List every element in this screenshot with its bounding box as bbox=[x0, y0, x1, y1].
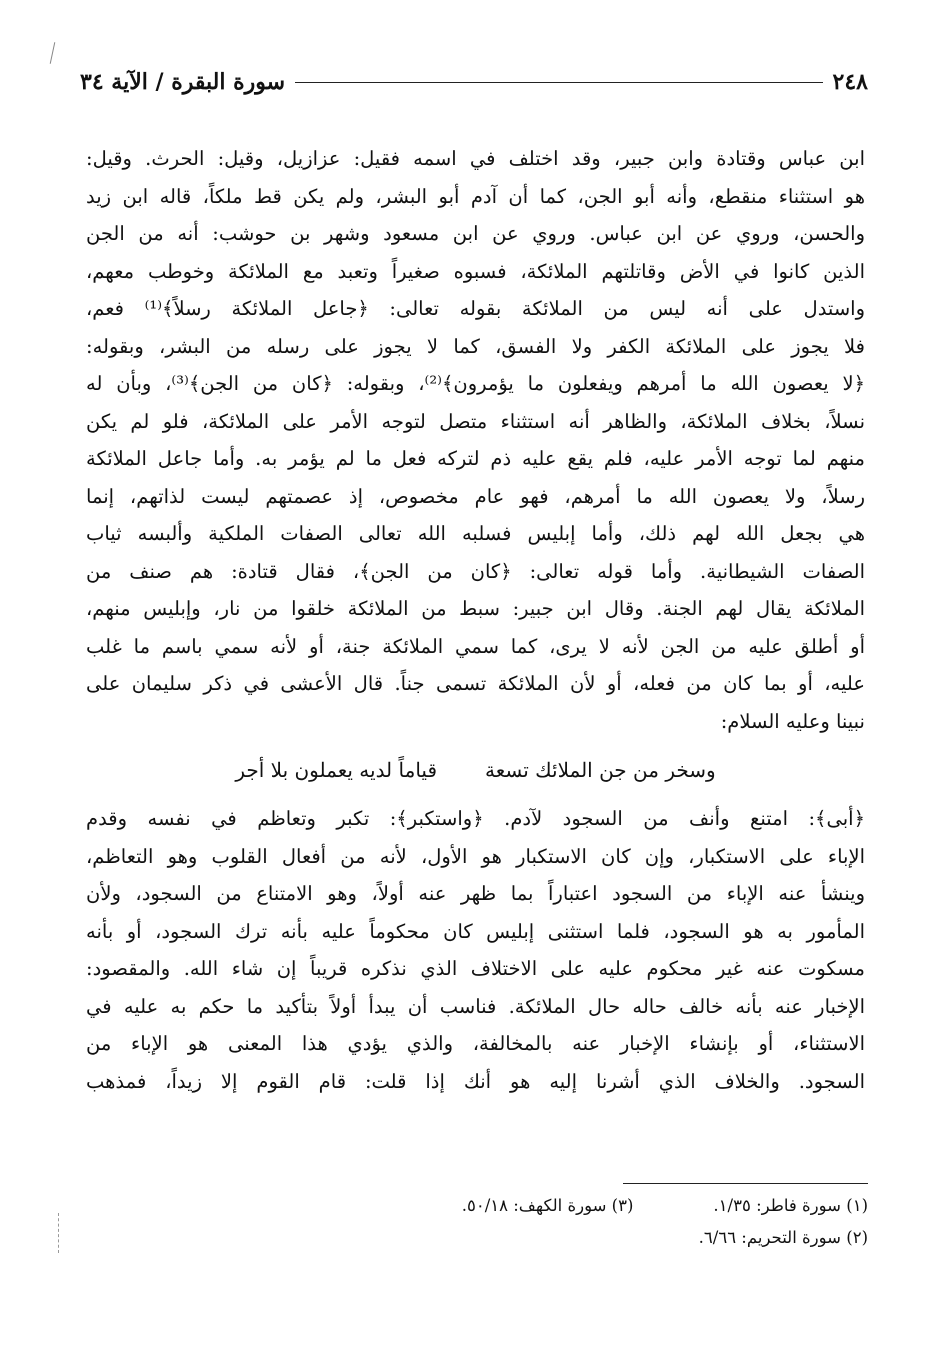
footnote-1: (١) سورة فاطر: ١/٣٥. bbox=[713, 1196, 868, 1215]
running-title: سورة البقرة / الآية ٣٤ bbox=[80, 69, 286, 95]
text-line: عليه، أو بما كان من فعله، أو لأن الملائكة تسمى جناً. قال الأعشى في ذكر سليمان على bbox=[86, 672, 865, 695]
text-line: أو أطلق عليه من الجن لأنه لا يرى، كما سمي الملائكة جنة، أو لأنه سمي باسم ما غلب bbox=[86, 634, 865, 658]
text-line: رسلاً، ولا يعصون الله ما أمرهم، فهو عام مخصوص، إذ عصمتهم ليست لذاتهم، إنما bbox=[86, 484, 865, 508]
text-line: الذين كانوا في الأض وقاتلتهم الملائكة، فسبوه صغيراً وتعبد مع الملائكة وخوطب معهم، bbox=[86, 259, 865, 283]
text-line: الإخبار عنه بأنه خالف حاله حال الملائكة. فناسب أن يبدأ أولاً بتأكيد ما حكم به عليه في bbox=[86, 994, 865, 1018]
text-line: واستدل على أنه ليس من الملائكة بقوله تعالى: ﴿جاعل الملائكة رسلاً﴾⁽¹⁾ فعم، bbox=[86, 297, 865, 320]
verse-first-hemistich: وسخر من جن الملائك تسعة bbox=[485, 758, 716, 782]
text-line: مسكوت عنه غير محكوم عليه على الاختلاف الذي نذكره قريباً إن شاء الله. والمقصود: bbox=[86, 957, 865, 980]
text-line: المأمور به هو السجود، فلما استثنى إبليس كان محكوماً عليه بأنه ترك السجود، أو بأنه bbox=[86, 919, 865, 943]
margin-scan-mark bbox=[58, 1213, 60, 1253]
footnote-3: (٣) سورة الكهف: ٥٠/١٨. bbox=[461, 1196, 634, 1215]
text-line: الإباء على الاستكبار، وإن كان الاستكبار هو الأول، لأنه من أفعال القلوب وهو التعاظم، bbox=[86, 844, 865, 868]
footnote-row bbox=[168, 1190, 868, 1222]
main-text bbox=[86, 140, 865, 1100]
header-rule bbox=[295, 82, 822, 83]
text-line: ابن عباس وقتادة وابن جبير، وقد اختلف في اسمه فقيل: عزازيل، وقيل: الحرث. وقيل: bbox=[86, 147, 865, 170]
text-line: والحسن، وروي عن ابن عباس. وروي عن ابن مسعود وشهر بن حوشب: أنه من الجن bbox=[86, 222, 865, 245]
text-line: ﴿لا يعصون الله ما أمرهم ويفعلون ما يؤمرون﴾⁽²⁾، وبقوله: ﴿كان من الجن﴾⁽³⁾، وبأن له bbox=[86, 372, 866, 395]
footnotes bbox=[168, 1190, 868, 1254]
text-line: هو استثناء منقطع، وأنه أبو الجن، كما أن آدم أبو البشر، ولم يكن قط ملكاً، قاله ابن زيد bbox=[86, 184, 865, 208]
poetry-verse bbox=[86, 740, 865, 800]
footnote-row bbox=[168, 1222, 868, 1254]
text-line: الاستثناء، أو بإنشاء الإخبار عنه بالمخالفة، والذي يؤدي هذا المعنى هو الإباء من bbox=[86, 1032, 865, 1055]
text-line: الصفات الشيطانية. وأما قوله تعالى: ﴿كان من الجن﴾، فقال قتادة: هم صنف من bbox=[86, 559, 865, 583]
page-number: ٢٤٨ bbox=[832, 69, 868, 95]
page-header bbox=[80, 62, 868, 102]
text-line: ﴿أبى﴾: امتنع وأنف من السجود لآدم. ﴿واستكبر﴾: تكبر وتعاظم في نفسه وقدم bbox=[86, 807, 865, 830]
text-line: السجود. والخلاف الذي أشرنا إليه هو أنك إذا قلت: قام القوم إلا زيداً، فمذهب bbox=[86, 1069, 865, 1093]
margin-pencil-mark bbox=[50, 42, 56, 64]
text-line: نسلاً، بخلاف الملائكة، والظاهر أنه استثناء متصل لتوجه الأمر على الملائكة، فلو لم يكن bbox=[86, 409, 865, 433]
text-line: نبينا وعليه السلام: bbox=[720, 709, 865, 733]
text-line: منهم لما توجه الأمر عليه، فلم يقع عليه ذم لتركه فعل ما لم يؤمر به. وأما جاعل الملائكة bbox=[86, 447, 865, 470]
footnote-2: (٢) سورة التحريم: ٦/٦٦. bbox=[698, 1228, 868, 1247]
text-line: هي بجعل الله لهم ذلك، وأما إبليس فسلبه الله تعالى الصفات الملكية وألبسه ثياب bbox=[86, 522, 865, 545]
verse-second-hemistich: قياماً لديه يعملون بلا أجر bbox=[235, 758, 438, 782]
text-line: الملائكة يقال لهم الجنة. وقال ابن جبير: سبط من الملائكة خلقوا من نار، وإبليس منهم، bbox=[86, 597, 865, 620]
footnote-separator bbox=[623, 1183, 868, 1184]
text-line: وينشأ عنه الإباء من السجود اعتباراً بما ظهر عنه أولاً، وهو الامتناع من السجود، ولأن bbox=[86, 882, 865, 905]
text-line: فلا يجوز على الملائكة الكفر ولا الفسق، كما لا يجوز على رسله من البشر، وبقوله: bbox=[86, 334, 865, 358]
